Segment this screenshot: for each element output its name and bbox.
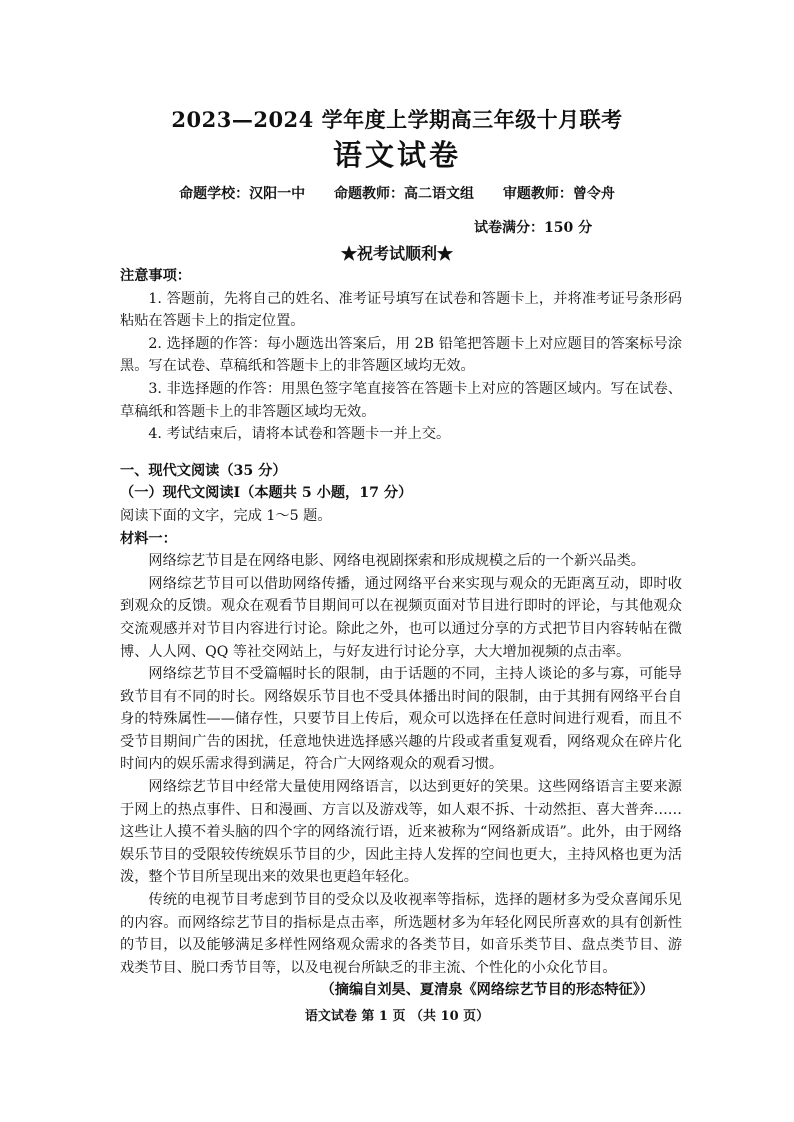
material-label: 材料一： [120,530,177,547]
reading-instruction: 阅读下面的文字，完成 1～5 题。 [120,507,332,524]
notes-item: 2. 选择题的作答：每小题选出答案后，用 2B 铅笔把答题卡上对应题目的答案标号涂黑。写在试卷、草稿纸和答题卡上的非答题区域均无效。 [120,335,682,375]
exam-title: 2023—2024 学年度上学期高三年级十月联考 [171,107,623,132]
material-source: （摘编自刘昊、夏清泉《网络综艺节目的形态特征》） [320,982,654,999]
notes-heading: 注意事项： [120,268,191,284]
exam-content [120,265,682,1002]
material-paragraph: 网络综艺节目是在网络电影、网络电视剧探索和形成规模之后的一个新兴品类。 [148,553,645,570]
teacher-label: 命题教师：高二语文组 [334,186,474,202]
page-footer: 语文试卷 第 1 页 （共 10 页） [304,1009,490,1024]
section-title: 一、现代文阅读（35 分） [120,462,287,479]
notes-item: 4. 考试结束后，请将本试卷和答题卡一并上交。 [148,426,451,443]
subsection-title: （一）现代文阅读Ⅰ（本题共 5 小题，17 分） [120,485,413,502]
good-luck-banner: ★祝考试顺利★ [340,244,453,263]
material-paragraph: 网络综艺节目中经常大量使用网络语言，以达到更好的笑果。这些网络语言主要来源于网上的热点事件、日和漫画、方言以及游戏等，如人艰不拆、十动然拒、喜大普奔……这些让人摸不着头脑的四个字的网络流行语，近来被称为“网络新成语”。此外，由于网络娱乐节目的受限较传统娱乐节目的少，因此主持人发挥的空间也更大，主持风格也更为活泼，整个节目所呈现出来的效果也更趋年轻化。 [120,779,682,886]
notes-item: 3. 非选择题的作答：用黑色签字笔直接答在答题卡上对应的答题区域内。写在试卷、草稿纸和答题卡上的非答题区域均无效。 [120,380,682,420]
material-paragraph: 网络综艺节目不受篇幅时长的限制，由于话题的不同，主持人谈论的多与寡，可能导致节目有不同的时长。网络娱乐节目也不受具体播出时间的限制，由于其拥有网络平台自身的特殊属性——储存性，只要节目上传后，观众可以选择在任意时间进行观看，而且不受节目期间广告的困扰，任意地快进选择感兴趣的片段或者重复观看，网络观众在碎片化时间内的娱乐需求得到满足，符合广大网络观众的观看习惯。 [120,666,682,773]
exam-meta [0,183,794,203]
notes-item: 1. 答题前，先将自己的姓名、准考证号填写在试卷和答题卡上，并将准考证号条形码粘贴在答题卡上的指定位置。 [120,290,682,330]
school-label: 命题学校：汉阳一中 [179,186,306,202]
spacer [120,446,682,460]
material-paragraph: 传统的电视节目考虑到节目的受众以及收视率等指标，选择的题材多为受众喜闻乐见的内容。而网络综艺节目的指标是点击率，所选题材多为年轻化网民所喜欢的具有创新性的节目，以及能够满足多样性网络观众需求的各类节目，如音乐类节目、盘点类节目、游戏类节目、脱口秀节目等，以及电视台所缺乏的非主流、个性化的小众化节目。 [120,892,682,976]
reviewer-label: 审题教师：曾令舟 [502,186,615,202]
full-score: 试卷满分：150 分 [474,220,593,236]
subject-title: 语文试卷 [332,138,461,172]
material-paragraph: 网络综艺节目可以借助网络传播，通过网络平台来实现与观众的无距离互动，即时收到观众的反馈。观众在观看节目期间可以在视频页面对节目进行即时的评论，与其他观众交流观感并对节目内容进行讨论。除此之外，也可以通过分享的方式把节目内容转帖在微博、人人网、QQ 等社交网站上，与好友进行讨论分享，大大增加视频的点击率。 [120,575,682,660]
